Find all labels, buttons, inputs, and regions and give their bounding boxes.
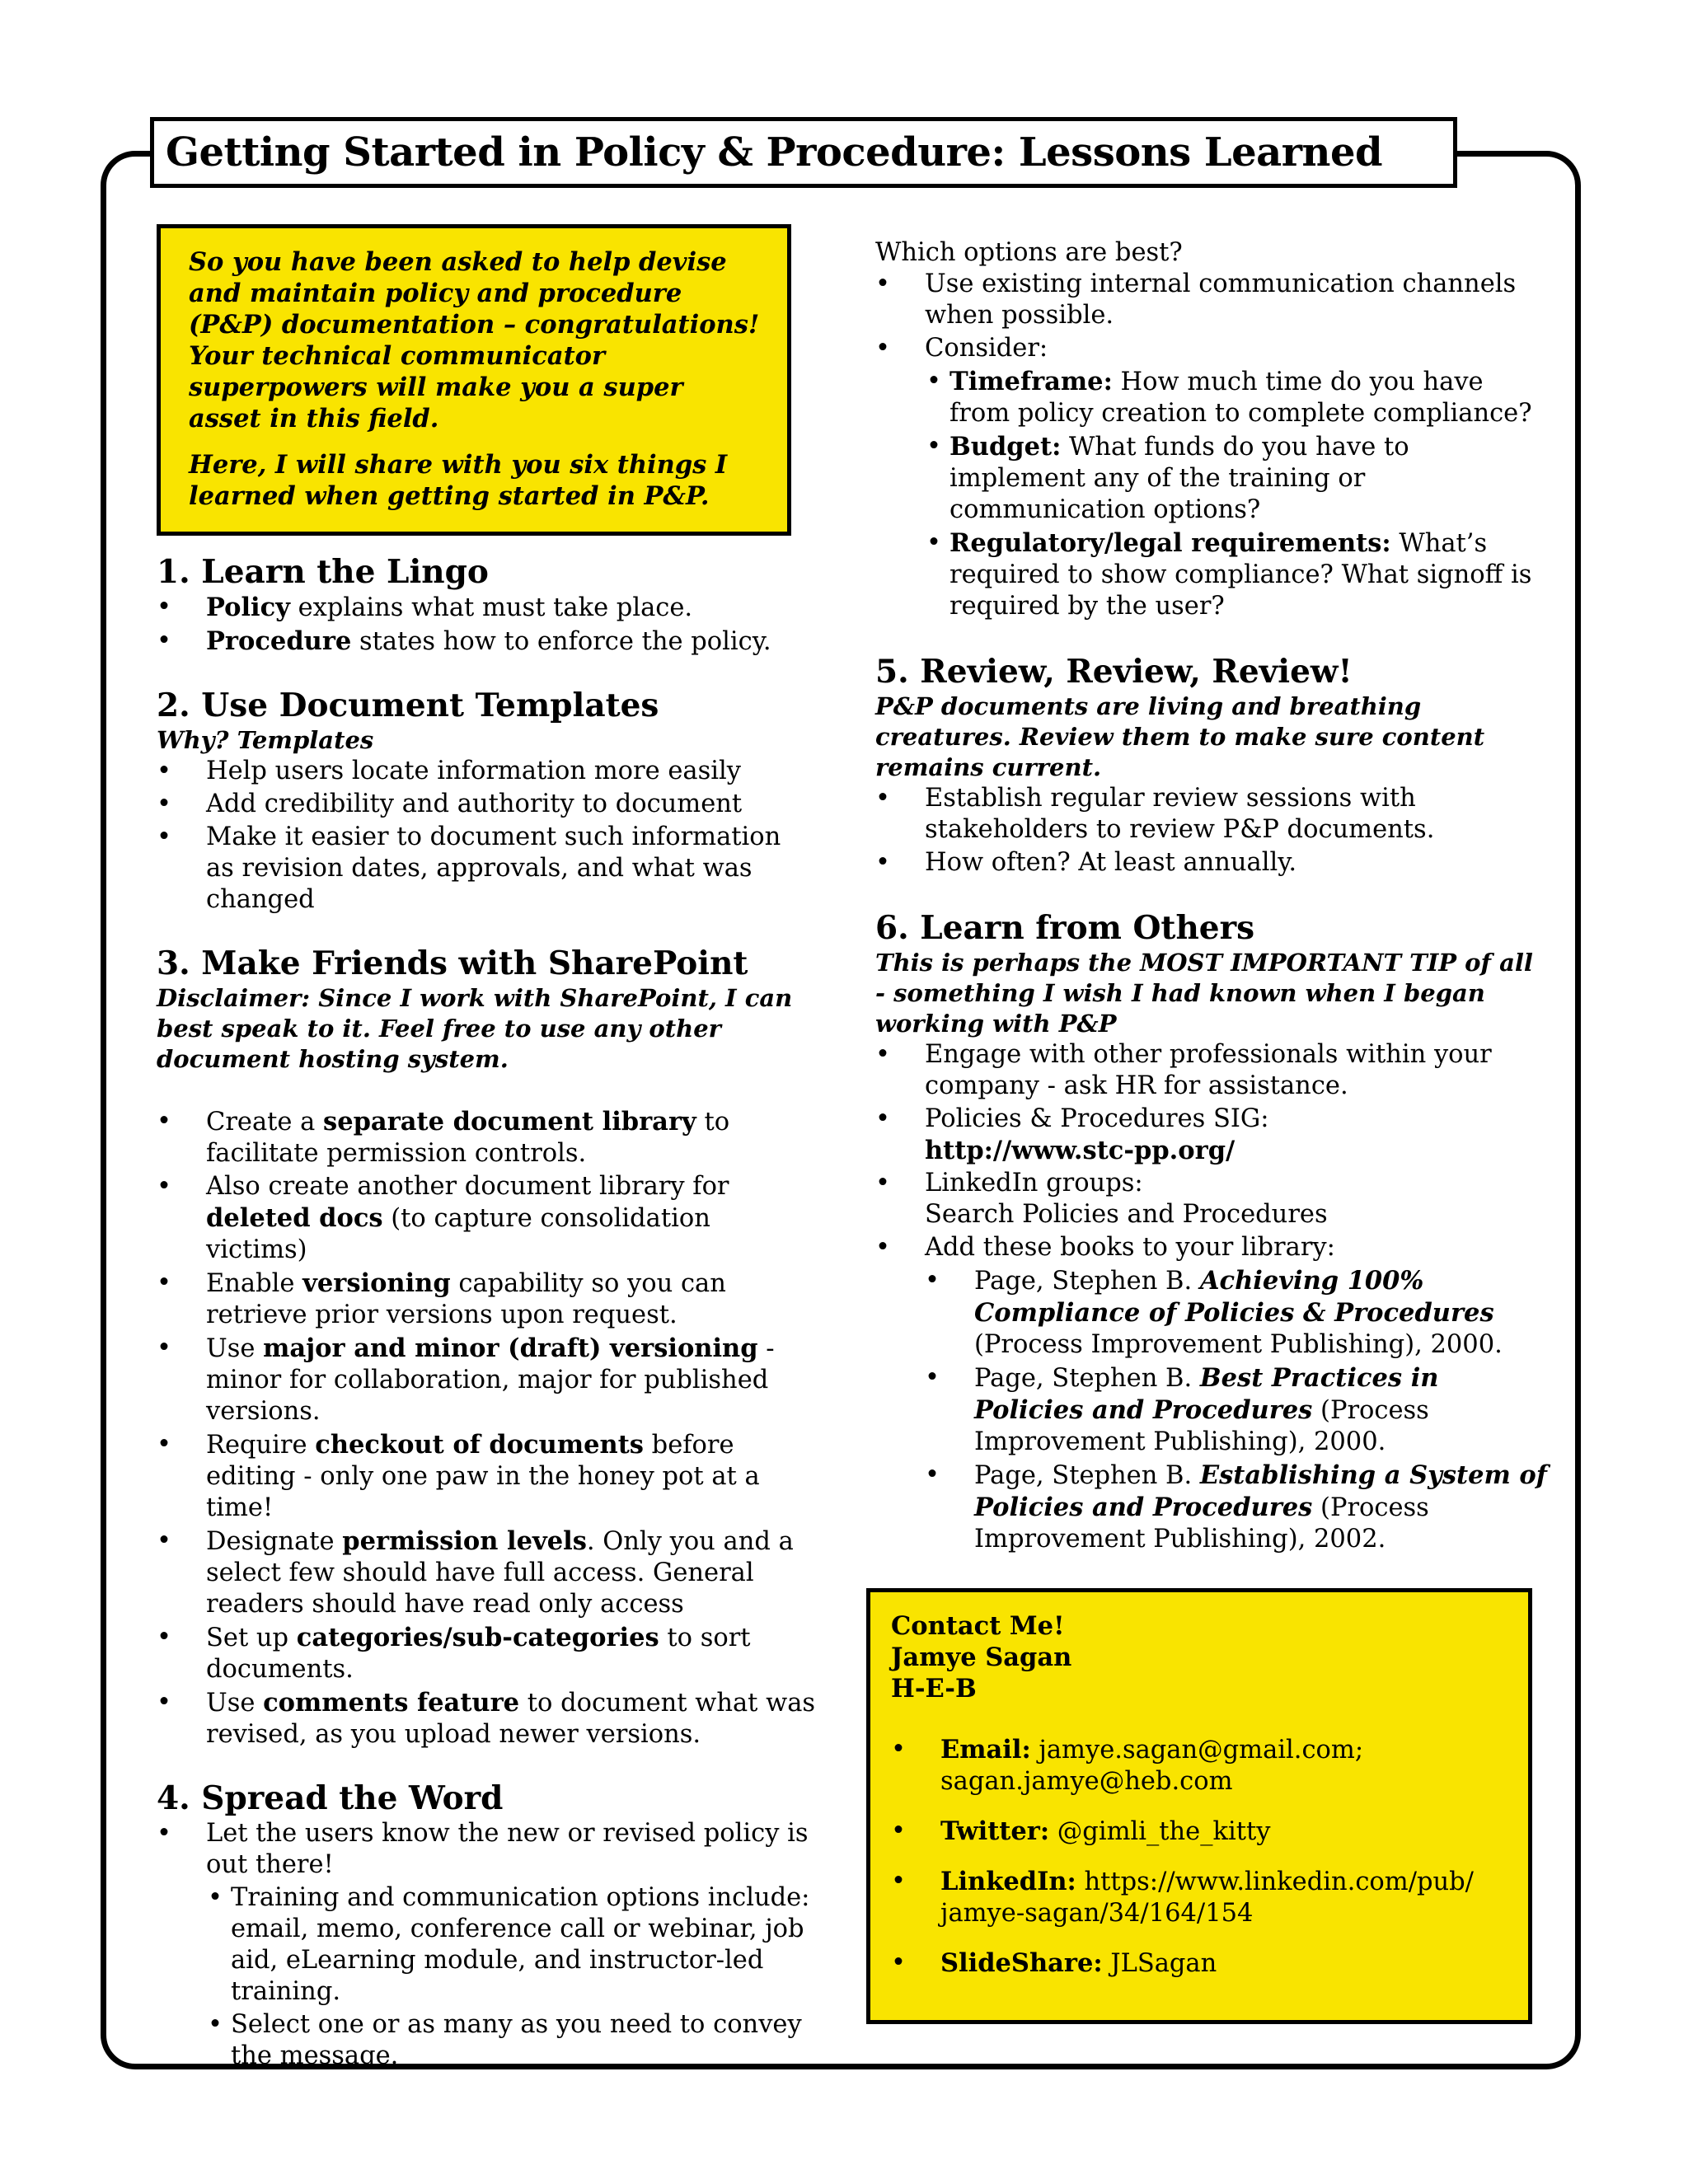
list-item: • Use major and minor (draft) versioning - minor for collaboration, major for published versions. <box>157 1333 816 1427</box>
book-item: • Page, Stephen B. Establishing a System of Policies and Procedures (Process Improvement Publishing), 2002. <box>925 1460 1551 1555</box>
list-item: • Procedure states how to enforce the policy. <box>157 626 816 658</box>
linkedin-link[interactable]: https://www.linkedin.com/pub/ jamye-sagan/34/164/154 <box>940 1868 1474 1928</box>
contact-list <box>891 1734 1507 1980</box>
sub-list-item: • Regulatory/legal requirements: What’s required to show compliance? What signoff is required by the user? <box>925 527 1551 622</box>
list-item: • Engage with other professionals within your company - ask HR for assistance. <box>875 1039 1551 1102</box>
spread-word-list <box>157 1818 816 2072</box>
list-item: • Enable versioning capability so you can retrieve prior versions upon request. <box>157 1268 816 1331</box>
section-review <box>875 652 1551 879</box>
list-item: • Create a separate document library to facilitate permission controls. <box>157 1106 816 1169</box>
learn-others-list <box>875 1039 1551 1555</box>
email-link[interactable]: jamye.sagan@gmail.com; sagan.jamye@heb.com <box>940 1736 1364 1796</box>
options-lead: Which options are best? <box>875 238 1183 267</box>
list-item: • Help users locate information more easily <box>157 756 816 787</box>
book-item: • Page, Stephen B. Best Practices in Policies and Procedures (Process Improvement Publishing), 2000. <box>925 1362 1551 1458</box>
intro-paragraph-2: Here, I will share with you six things I learned when getting started in P&P. <box>189 450 728 511</box>
contact-box <box>866 1588 1532 2024</box>
section-spread-word <box>157 1779 816 2072</box>
contact-email: • Email: jamye.sagan@gmail.com; sagan.jamye@heb.com <box>891 1734 1507 1797</box>
list-item: • Policies & Procedures SIG: http://www.stc-pp.org/ <box>875 1104 1551 1166</box>
section-heading: 3. Make Friends with SharePoint <box>157 944 748 982</box>
title-box <box>150 117 1457 188</box>
list-item: • Add credibility and authority to document <box>157 789 816 820</box>
intro-paragraph-1: So you have been asked to help devise and maintain policy and procedure (P&P) documentation – congratulations! Your technical communicator superpowers will make you a super asset in this field. <box>189 247 760 434</box>
templates-list <box>157 756 816 916</box>
sub-list-item: • Training and communication options include: email, memo, conference call or webinar, job aid, eLearning module, and instructor-led training. <box>206 1882 816 2008</box>
section-disclaimer: Disclaimer: Since I work with SharePoint, I can best speak to it. Feel free to use any other document hosting system. <box>157 984 793 1073</box>
list-item: • How often? At least annually. <box>875 847 1551 879</box>
list-item: • Designate permission levels. Only you and a select few should have full access. General readers should have read only access <box>157 1526 816 1620</box>
list-item: • Set up categories/sub-categories to sort documents. <box>157 1622 816 1685</box>
list-item: • Make it easier to document such information as revision dates, approvals, and what was changed <box>157 822 816 916</box>
contact-heading: Contact Me! <box>891 1611 1065 1641</box>
left-column <box>157 224 816 2100</box>
list-item: • LinkedIn groups: Search Policies and Procedures <box>875 1168 1551 1230</box>
sig-link[interactable]: http://www.stc-pp.org/ <box>925 1136 1236 1165</box>
slideshare-link[interactable]: JLSagan <box>1102 1949 1217 1978</box>
sub-list-item: • Budget: What funds do you have to implement any of the training or communication options? <box>925 431 1551 526</box>
twitter-link[interactable]: @gimli_the_kitty <box>1049 1817 1271 1846</box>
contact-linkedin: • LinkedIn: https://www.linkedin.com/pub/ jamye-sagan/34/164/154 <box>891 1866 1507 1929</box>
section-sharepoint <box>157 944 816 1750</box>
section-learn-lingo <box>157 552 816 658</box>
sharepoint-list <box>157 1106 816 1750</box>
section-subtitle: This is perhaps the MOST IMPORTANT TIP of all - something I wish I had known when I began working with P&P <box>875 949 1533 1038</box>
right-column <box>875 237 1551 1577</box>
section-heading: 1. Learn the Lingo <box>157 553 489 591</box>
list-item: • Policy explains what must take place. <box>157 592 816 624</box>
page-title: Getting Started in Policy & Procedure: Lessons Learned <box>166 129 1383 176</box>
list-item: • Use comments feature to document what was revised, as you upload newer versions. <box>157 1687 816 1750</box>
section-subtitle: P&P documents are living and breathing creatures. Review them to make sure content remains current. <box>875 692 1485 781</box>
list-item: • Use existing internal communication channels when possible. <box>875 269 1551 331</box>
section-options <box>875 237 1551 622</box>
section-heading: 4. Spread the Word <box>157 1779 504 1817</box>
list-item: • Also create another document library for deleted docs (to capture consolidation victims) <box>157 1171 816 1266</box>
section-heading: 2. Use Document Templates <box>157 687 659 724</box>
contact-company: H-E-B <box>891 1674 977 1704</box>
sub-list-item: • Timeframe: How much time do you have from policy creation to complete compliance? <box>925 366 1551 429</box>
section-subtitle: Why? Templates <box>157 726 374 754</box>
list-item: • Let the users know the new or revised policy is out there! • Training and communication options include: email, memo, conference call or webinar, job aid, eLearning module, and instructor-led training. • Select one or as many as you need to convey the message. <box>157 1818 816 2072</box>
books-list <box>925 1265 1551 1555</box>
sub-list <box>206 1882 816 2072</box>
section-heading: 6. Learn from Others <box>875 909 1255 947</box>
section-document-templates <box>157 686 816 916</box>
list-item: • Consider: • Timeframe: How much time do you have from policy creation to complete compliance? • Budget: What funds do you have to implement any of the training or communication options? • Regulatory/legal requirements: What’s required to show compliance? What signoff is required by the user? <box>875 333 1551 622</box>
contact-twitter: • Twitter: @gimli_the_kitty <box>891 1816 1507 1848</box>
list-item: • Establish regular review sessions with stakeholders to review P&P documents. <box>875 783 1551 846</box>
section-heading: 5. Review, Review, Review! <box>875 653 1353 691</box>
sub-list-item: • Select one or as many as you need to convey the message. <box>206 2009 816 2072</box>
review-list <box>875 783 1551 879</box>
lingo-list <box>157 592 816 658</box>
contact-slideshare: • SlideShare: JLSagan <box>891 1947 1507 1980</box>
intro-box <box>157 224 791 536</box>
consider-list <box>925 366 1551 622</box>
section-learn-others <box>875 908 1551 1555</box>
list-item: • Add these books to your library: • Page, Stephen B. Achieving 100% Compliance of Policies & Procedures (Process Improvement Publishing), 2000. • Page, Stephen B. Best Practices in Policies and Procedures (Process Improvement Publishing), 2000. • Page, Stephen B. Establishing a System of Policies and Procedures (Process Improvement Publishing), 2002. <box>875 1232 1551 1555</box>
book-item: • Page, Stephen B. Achieving 100% Compliance of Policies & Procedures (Process Improvement Publishing), 2000. <box>925 1265 1551 1361</box>
contact-name: Jamye Sagan <box>891 1643 1072 1672</box>
list-item: • Require checkout of documents before editing - only one paw in the honey pot at a time! <box>157 1429 816 1524</box>
options-list <box>875 269 1551 622</box>
